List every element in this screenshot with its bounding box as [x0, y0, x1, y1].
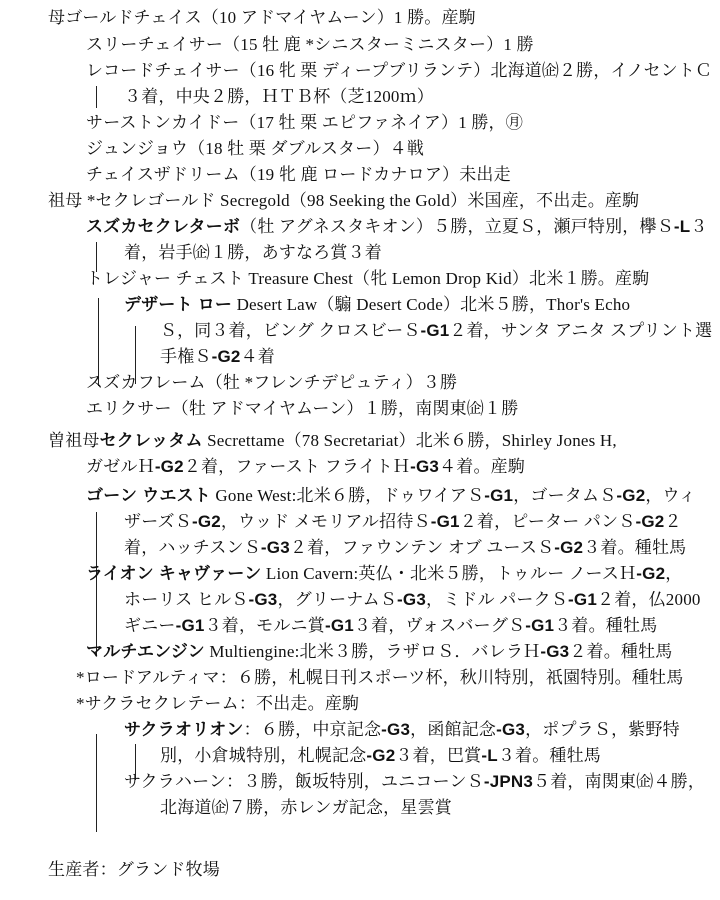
text-segment: 北海道㈽７勝，赤レンガ記念，星雲賞 [160, 798, 452, 817]
line-dam [48, 8, 476, 28]
bold-segment: -G1 [525, 616, 555, 635]
bold-segment: -G1 [324, 616, 354, 635]
bold-segment: -G2 [636, 564, 666, 583]
bold-segment: -L [481, 746, 498, 765]
line-ggd-foal-5-1 [124, 720, 680, 740]
line-gd-foal-2-1 [124, 295, 630, 315]
text-segment: ２着，仏2000 [597, 590, 701, 609]
bold-segment: ライオン キャヴァーン [86, 564, 262, 583]
line-gd-foal-2-1-cont-a [160, 321, 712, 341]
bold-segment: マルチエンジン [86, 642, 205, 661]
bold-segment: サクラオリオン [124, 720, 244, 739]
line-ggd-foal-5 [76, 694, 359, 714]
text-segment: Desert Law（騸 Desert Code）北米５勝，Thor's Echo [232, 295, 631, 314]
text-segment: Lion Cavern:英仏・北米５勝，トゥルー ノースＨ [261, 564, 637, 583]
bracket-line-sakura-secretame [96, 734, 97, 832]
text-segment: ガゼルＨ [86, 457, 155, 476]
text-segment: *ロードアルティマ：６勝，札幌日刊スポーツ杯，秋川特別，祇園特別。種牡馬 [76, 668, 684, 687]
text-segment: 着，ハッチスンＳ [124, 538, 261, 557]
bracket-line-record-chaser [96, 86, 97, 108]
line-granddam [48, 191, 639, 211]
bold-segment: -G1 [420, 321, 450, 340]
bold-segment: スズカセクレターボ [86, 217, 241, 236]
text-segment: エリクサー（牡 アドマイヤムーン）１勝，南関東㈽１勝 [86, 399, 519, 418]
bracket-line-gone-west [96, 512, 97, 656]
text-segment: ２着，ファースト フライトＨ [183, 457, 411, 476]
bold-segment: -G1 [175, 616, 205, 635]
text-segment: サーストンカイドー（17 牡 栗 エピファネイア）1 勝，㊊ [86, 113, 523, 132]
text-segment: ジュンジョウ（18 牡 栗 ダブルスター）４戦 [86, 139, 425, 158]
text-segment: ４着。産駒 [439, 457, 526, 476]
text-segment: ４着 [240, 347, 275, 366]
line-gd-foal-2 [86, 269, 649, 289]
text-segment: Secrettame（78 Secretariat）北米６勝，Shirley Jones H, [202, 431, 617, 450]
bold-segment: ゴーン ウエスト [86, 486, 211, 505]
text-segment: ３着，モルニ賞 [204, 616, 325, 635]
text-segment: ３着。種牡馬 [497, 746, 602, 765]
text-segment: ３着，ヴォスバーグＳ [353, 616, 526, 635]
text-segment: スリーチェイサー（15 牡 鹿 *シニスターミニスター）1 勝 [86, 35, 534, 54]
line-foal-2 [86, 61, 712, 81]
bold-segment: -G2 [211, 347, 241, 366]
text-segment: ５着，南関東㈽４勝， [533, 772, 706, 791]
text-segment: 手権Ｓ [160, 347, 212, 366]
text-segment: 祖母 *セクレゴールド Secregold（98 Seeking the Gold）米国産，不出走。産駒 [48, 191, 640, 210]
text-segment: ２着，ファウンテン オブ ユースＳ [289, 538, 555, 557]
line-foal-5 [86, 165, 511, 185]
text-segment: *サクラセクレテーム：不出走。産駒 [76, 694, 360, 713]
line-gd-foal-1-cont [124, 243, 382, 263]
text-segment: Gone West:北米６勝，ドゥワイアＳ [210, 486, 485, 505]
text-segment: ２着，サンタ アニタ スプリント選 [449, 321, 713, 340]
line-ggd-foal-5-2-cont [160, 798, 452, 818]
line-gd-foal-4 [86, 399, 518, 419]
text-segment: 別，小倉城特別，札幌記念 [160, 746, 367, 765]
bold-segment: -G3 [410, 457, 440, 476]
line-ggd-foal-5-1-cont [160, 746, 601, 766]
line-breeder [48, 860, 220, 880]
text-segment: 母ゴールドチェイス（10 アドマイヤムーン）1 勝。産駒 [48, 8, 476, 27]
line-ggd-foal-1-cont-b [124, 538, 686, 558]
bold-segment: -G1 [430, 512, 460, 531]
bold-segment: -JPN3 [483, 772, 534, 791]
text-segment: ３ [690, 217, 708, 236]
text-segment: トレジャー チェスト Treasure Chest（牝 Lemon Drop Kid）北米１勝。産駒 [86, 269, 650, 288]
line-ggd-foal-5-2 [124, 772, 705, 792]
line-gd-foal-1 [86, 217, 708, 237]
text-segment: ，グリーナムＳ [277, 590, 398, 609]
text-segment: ２着。種牡馬 [569, 642, 673, 661]
bold-segment: -G3 [248, 590, 278, 609]
line-foal-2-cont [124, 87, 434, 107]
text-segment: ， [665, 564, 683, 583]
text-segment: ，ゴータムＳ [513, 486, 617, 505]
line-foal-4 [86, 139, 424, 159]
bold-segment: -G3 [540, 642, 570, 661]
bold-segment: -G3 [496, 720, 526, 739]
text-segment: ，ウッド メモリアル招待Ｓ [220, 512, 431, 531]
text-segment: ３着，巴賞 [395, 746, 482, 765]
text-segment: レコードチェイサー（16 牝 栗 ディープブリランテ）北海道㈽２勝，イノセントＣ [86, 61, 713, 80]
bold-segment: -G1 [484, 486, 514, 505]
line-foal-3 [86, 113, 523, 133]
line-foal-1 [86, 35, 534, 55]
text-segment: チェイスザドリーム（19 牝 鹿 ロードカナロア）未出走 [86, 165, 511, 184]
text-segment: 生産者：グランド牧場 [48, 860, 220, 879]
text-segment: ，ポプラＳ，紫野特 [525, 720, 680, 739]
bold-segment: -G3 [381, 720, 411, 739]
text-segment: ホーリス ヒルＳ [124, 590, 249, 609]
line-gd-foal-2-1-cont-b [160, 347, 275, 367]
line-ggd-foal-1-cont-a [124, 512, 682, 532]
text-segment: ３着。種牡馬 [554, 616, 658, 635]
text-segment: スズカフレーム（牡 *フレンチデピュティ）３勝 [86, 373, 458, 392]
text-segment: ザーズＳ [124, 512, 192, 531]
bold-segment: -G1 [568, 590, 597, 609]
bold-segment: -G2 [191, 512, 221, 531]
bold-segment: -G2 [635, 512, 665, 531]
text-segment: ３着。種牡馬 [583, 538, 687, 557]
line-great-granddam [48, 431, 617, 451]
text-segment: ２着，ピーター パンＳ [459, 512, 636, 531]
line-great-granddam-cont [86, 457, 525, 477]
line-ggd-foal-2-cont-a [124, 590, 701, 610]
line-ggd-foal-3 [86, 642, 673, 662]
text-segment: Multiengine:北米３勝，ラザロＳ．バレラＨ [204, 642, 541, 661]
bold-segment: セクレッタム [99, 431, 203, 450]
line-ggd-foal-4 [76, 668, 683, 688]
line-ggd-foal-2 [86, 564, 682, 584]
text-segment: ：６勝，中京記念 [243, 720, 382, 739]
text-segment: ２ [664, 512, 682, 531]
text-segment: 曽祖母 [48, 431, 100, 450]
text-segment: （牡 アグネスタキオン）５勝，立夏Ｓ，瀬戸特別，欅Ｓ [240, 217, 674, 236]
text-segment: 着，岩手㈽１勝，あすなろ賞３着 [124, 243, 382, 262]
bold-segment: デザート ロー [124, 295, 233, 314]
text-segment: ３着，中央２勝，ＨＴＢ杯（芝1200ｍ） [124, 87, 434, 106]
bold-segment: -G3 [260, 538, 290, 557]
bold-segment: -G2 [616, 486, 646, 505]
text-segment: Ｓ，同３着，ビング クロスビーＳ [160, 321, 421, 340]
text-segment: ギニー [124, 616, 176, 635]
bold-segment: -L [673, 217, 691, 236]
bold-segment: -G3 [397, 590, 426, 609]
line-gd-foal-3 [86, 373, 457, 393]
bold-segment: -G2 [366, 746, 396, 765]
bold-segment: -G2 [554, 538, 584, 557]
text-segment: ，ウィ [645, 486, 696, 505]
text-segment: サクラハーン：３勝，飯坂特別，ユニコーンＳ [124, 772, 484, 791]
line-ggd-foal-2-cont-b [124, 616, 657, 636]
line-ggd-foal-1 [86, 486, 696, 506]
text-segment: ，ミドル パークＳ [425, 590, 569, 609]
bracket-line-suzuka-secreturbo [96, 242, 97, 272]
text-segment: ，函館記念 [410, 720, 497, 739]
bold-segment: -G2 [154, 457, 184, 476]
